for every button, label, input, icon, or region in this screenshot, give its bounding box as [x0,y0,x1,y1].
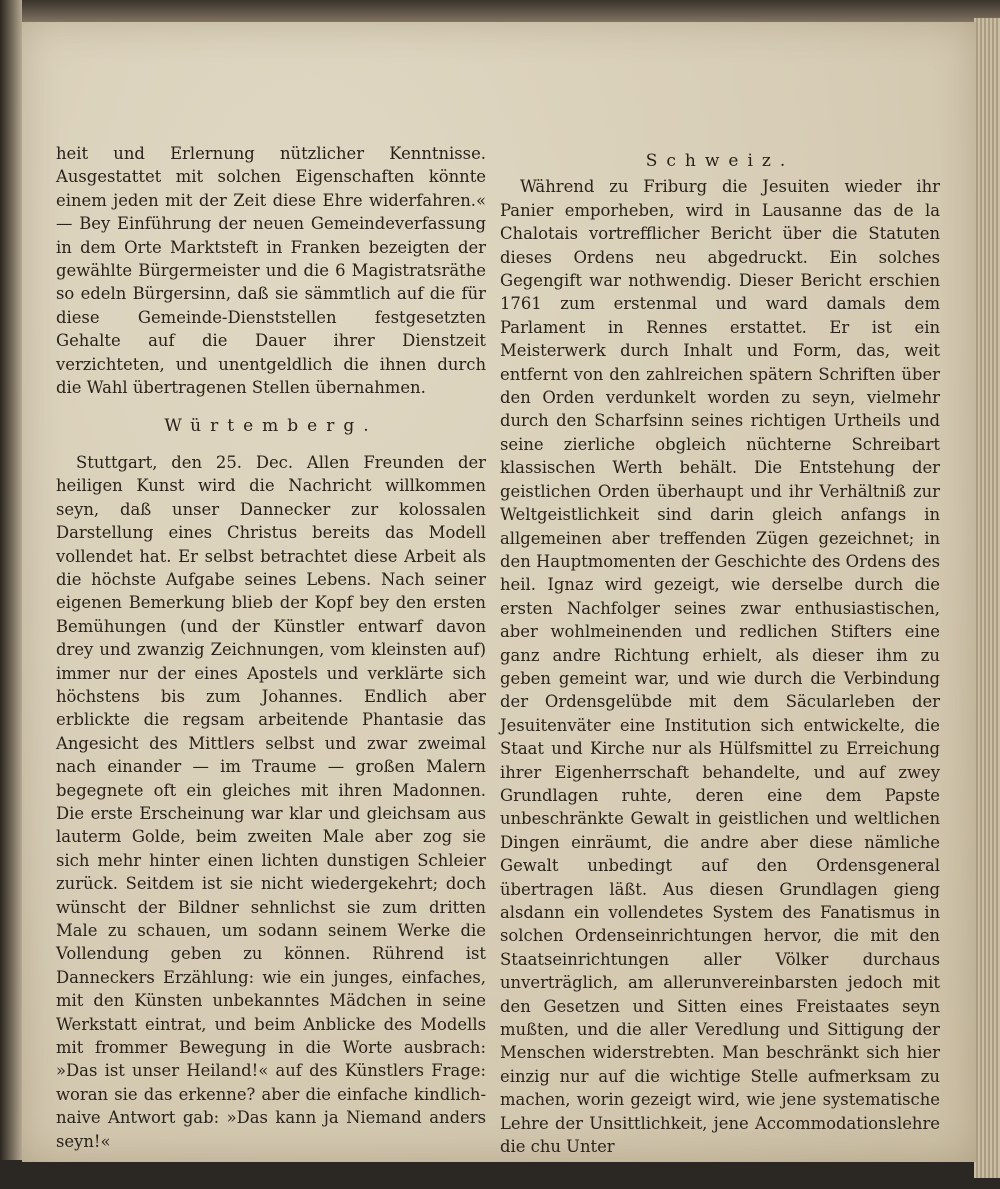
section-heading-wuertemberg: Würtemberg. [164,416,378,437]
right-column [500,150,940,1158]
left-column [56,142,486,1153]
book-gutter [0,0,22,1160]
section-paragraph-friburg: Während zu Friburg die Jesuiten wieder ihr Panier emporheben, wird in Lausanne das de la Chalotais vortrefflicher Bericht über die Statuten dieses Ordens neu abgedruckt. Ein solches Gegengift war nothwendig. Dieser Bericht erschien 1761 zum erstenmal und ward damals dem Parlament in Rennes erstattet. Er ist ein Meisterwerk durch Inhalt und Form, das, weit entfernt von den zahlreichen spätern Schriften über den Orden verdunkelt worden zu seyn, vielmehr durch den Scharfsinn seines richtigen Urtheils und seine zierliche obgleich nüchterne Schreibart klassischen Werth behält. Die Entstehung der geistlichen Orden überhaupt und ihr Verhältniß zur Weltgeistlichkeit sind darin gleich anfangs in allgemeinen aber treffenden Zügen gezeichnet; in den Hauptmomenten der Geschichte des Ordens des heil. Ignaz wird gezeigt, wie derselbe durch die ersten Nachfolger seines zwar enthusiastischen, aber wohlmeinenden und redlichen Stifters eine ganz andre Richtung erhielt, als dieser ihm zu geben gemeint war, und wie durch die Verbindung der Ordensgelübde mit dem Säcularleben der Jesuitenväter eine Institution sich entwickelte, die Staat und Kirche nur als Hülfsmittel zu Erreichung ihrer Eigenherrschaft behandelte, und auf zwey Grundlagen ruhte, deren eine dem Papste unbeschränkte Gewalt in geistlichen und weltlichen Dingen einräumt, die andre aber diese nämliche Gewalt unbedingt auf den Ordensgeneral übertragen läßt. Aus diesen Grundlagen gieng alsdann ein vollendetes System des Fanatismus in solchen Ordenseinrichtungen hervor, die mit den Staatseinrichtungen aller Völker durchaus unverträglich, am allerunvereinbarsten jedoch mit den Gesetzen und Sitten eines Freistaates seyn mußten, und die aller Veredlung und Sittigung der Menschen widerstrebten. Man beschränkt sich hier einzig nur auf die wichtige Stelle aufmerksam zu machen, worin gezeigt wird, wie jene systematische Lehre der Unsittlichkeit, jene Accommodationslehre die chu Unter [500,177,940,1157]
opening-paragraph: heit und Erlernung nützlicher Kenntnisse. Ausgestattet mit solchen Eigenschaften könnte einem jeden mit der Zeit diese Ehre widerfahren.« — Bey Einführung der neuen Gemeindeverfassung in dem Orte Marktsteft in Franken bezeigten der gewählte Bürgermeister und die 6 Magistratsräthe so edeln Bürgersinn, daß sie sämmtlich auf die für diese Gemeinde-Dienststellen festgesetzten Gehalte auf die Dauer ihrer Dienstzeit verzichteten, und unentgeldlich die ihnen durch die Wahl übertragenen Stellen übernahmen. [56,144,486,398]
page-stack-edge [974,18,1000,1178]
section-heading-schweiz: Schweiz. [645,151,795,171]
section-paragraph-stuttgart: Stuttgart, den 25. Dec. Allen Freunden der heiligen Kunst wird die Nachricht willkommen seyn, daß unser Dannecker zur kolossalen Darstellung eines Christus bereits das Modell vollendet hat. Er selbst betrachtet diese Arbeit als die höchste Aufgabe seines Lebens. Nach seiner eigenen Bemerkung blieb der Kopf bey den ersten Bemühungen (und der Künstler entwarf davon drey und zwanzig Zeichnungen, vom kleinsten auf) immer nur der eines Apostels und verklärte sich höchstens bis zum Johannes. Endlich aber erblickte die regsam arbeitende Phantasie das Angesicht des Mittlers selbst und zwar zweimal nach einander — im Traume — großen Malern begegnete oft ein gleiches mit ihren Madonnen. Die erste Erscheinung war klar und gleichsam aus lauterm Golde, beim zweiten Male aber zog sie sich mehr hinter einen lichten dunstigen Schleier zurück. Seitdem ist sie nicht wiedergekehrt; doch wünscht der Bildner sehnlichst sie zum dritten Male zu schauen, um sodann seinem Werke die Vollendung geben zu können. Rührend ist Danneckers Erzählung: wie ein junges, einfaches, mit den Künsten unbekanntes Mädchen in seine Werkstatt eintrat, und beim Anblicke des Modells mit frommer Bewegung in die Worte ausbrach: »Das ist unser Heiland!« auf des Künstlers Frage: woran sie das erkenne? aber die einfache kindlich-naive Antwort gab: »Das kann ja Niemand anders seyn!« [56,452,486,1151]
page [22,22,976,1162]
